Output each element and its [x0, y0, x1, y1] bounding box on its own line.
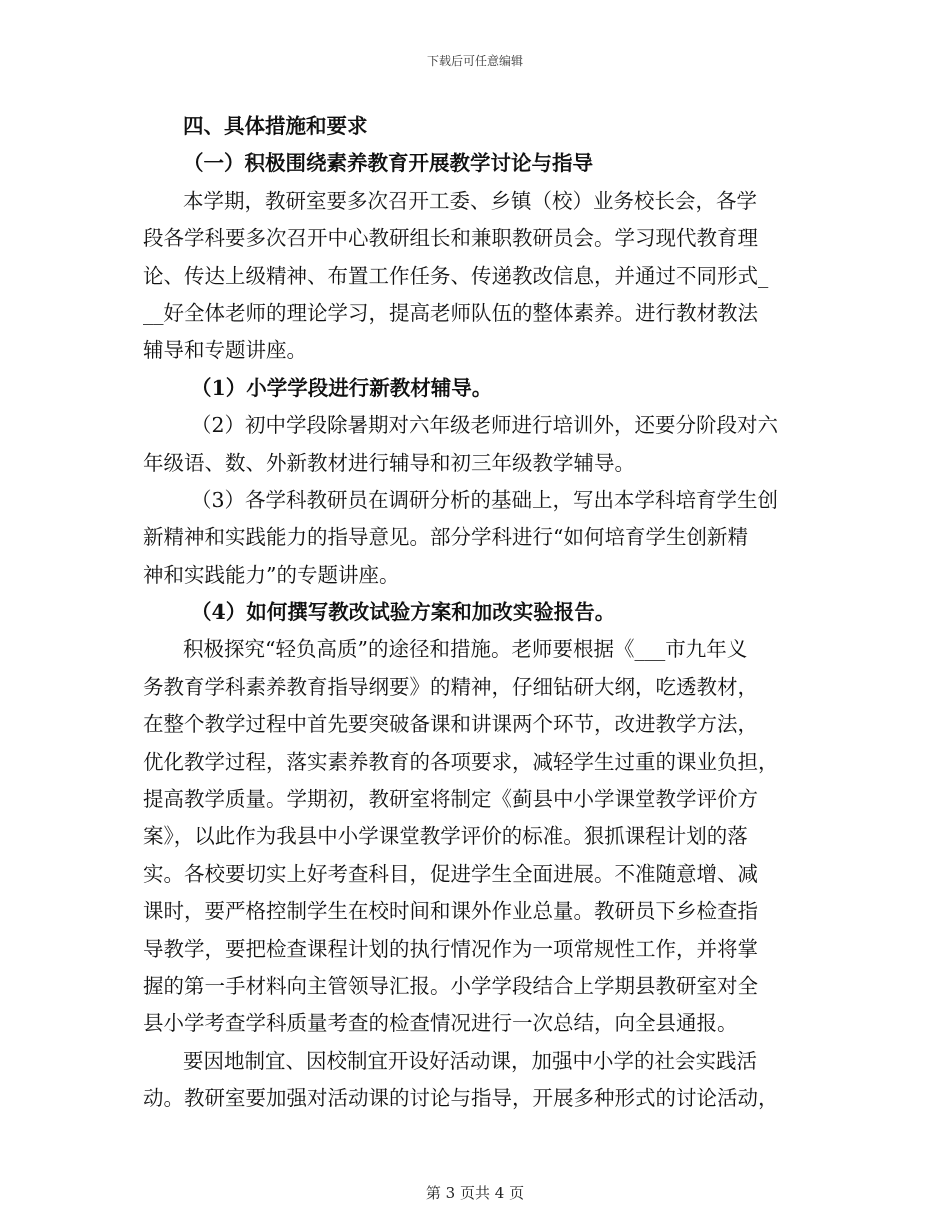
document-body [143, 108, 807, 1118]
text-line: 积极探究“轻负高质”的途径和措施。老师要根据《___市九年义 [183, 637, 748, 662]
text-line: 年级语、数、外新教材进行辅导和初三年级教学辅导。 [143, 450, 635, 475]
text-line: 务教育学科素养教育指导纲要》的精神，仔细钻研大纲，吃透教材， [143, 674, 758, 699]
text-line: 在整个教学过程中首先要突破备课和讲课两个环节，改进教学方法， [143, 712, 758, 737]
text-line: 动。教研室要加强对活动课的讨论与指导，开展多种形式的讨论活动， [143, 1086, 779, 1111]
section-heading: （一）积极围绕素养教育开展教学讨论与指导 [183, 151, 593, 176]
text-line: 段各学科要多次召开中心教研组长和兼职教研员会。学习现代教育理 [143, 226, 758, 251]
page-header: 下载后可任意编辑 [426, 54, 523, 68]
text-line: 辅导和专题讲座。 [143, 338, 307, 363]
text-line: 神和实践能力”的专题讲座。 [143, 562, 400, 587]
section-heading: 四、具体措施和要求 [183, 114, 368, 138]
text-line: 实。各校要切实上好考查科目，促进学生全面进展。不准随意增、减 [143, 861, 758, 886]
page-number: 第 3 页共 4 页 [425, 1184, 525, 1202]
section-heading: （1）小学学段进行新教材辅导。 [191, 375, 493, 400]
text-line: 优化教学过程，落实素养教育的各项要求，减轻学生过重的课业负担， [143, 749, 779, 774]
text-line: 要因地制宜、因校制宜开设好活动课，加强中小学的社会实践活 [183, 1048, 757, 1073]
text-line: 县小学考查学科质量考查的检查情况进行一次总结，向全县通报。 [143, 1011, 738, 1036]
text-line: （2）初中学段除暑期对六年级老师进行培训外，还要分阶段对六 [191, 413, 779, 438]
text-line: 新精神和实践能力的指导意见。部分学科进行“如何培育学生创新精 [143, 525, 748, 550]
text-line: 导教学，要把检查课程计划的执行情况作为一项常规性工作，并将掌 [143, 936, 758, 961]
text-line: 论、传达上级精神、布置工作任务、传递教改信息，并通过不同形式_ [143, 263, 769, 288]
text-line: 握的第一手材料向主管领导汇报。小学学段结合上学期县教研室对全 [143, 973, 758, 998]
text-line: 课时，要严格控制学生在校时间和课外作业总量。教研员下乡检查指 [143, 899, 758, 924]
text-line: 本学期，教研室要多次召开工委、乡镇（校）业务校长会，各学 [183, 188, 757, 213]
text-line: 案》，以此作为我县中小学课堂教学评价的标准。狠抓课程计划的落 [143, 824, 748, 849]
text-line: （3）各学科教研员在调研分析的基础上，写出本学科培育学生创 [191, 487, 779, 512]
text-line: __好全体老师的理论学习，提高老师队伍的整体素养。进行教材教法 [143, 300, 758, 325]
text-line: 提高教学质量。学期初，教研室将制定《蓟县中小学课堂教学评价方 [143, 787, 758, 812]
section-heading: （4）如何撰写教改试验方案和加改实验报告。 [191, 600, 616, 625]
